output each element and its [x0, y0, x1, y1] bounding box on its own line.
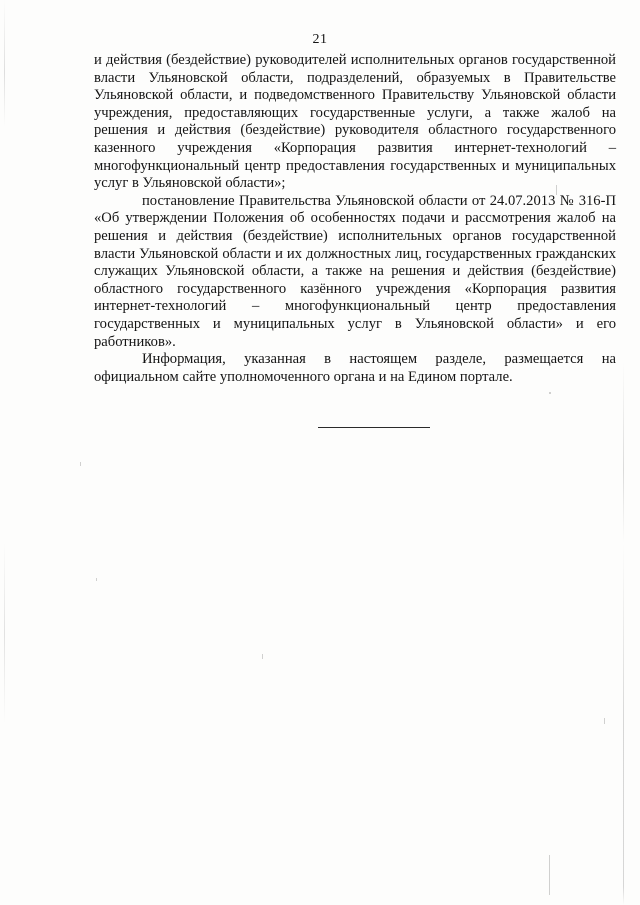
scan-edge-left	[4, 0, 5, 905]
scan-speck	[604, 718, 605, 724]
paragraph-complaints-scope: и действия (бездействие) руководителей исполнительных органов государственной власти Ульяновской области, подразделений, образуемых в Правительстве Ульяновской области, и подведомственного Правительству Ульяновской области учреждения, предоставляющих государственные услуги, а также жалоб на решения и действия (бездействие) руководителя областного государственного казенного учреждения «Корпорация развития интернет-технологий – многофункциональный центр предоставления государственных и муниципальных услуг в Ульяновской области»;	[94, 52, 616, 192]
paragraph-information-placement: Информация, указанная в настоящем разделе, размещается на официальном сайте уполномоченного органа и на Едином портале.	[94, 351, 616, 385]
scan-speck	[80, 462, 81, 466]
end-of-section-rule	[318, 427, 430, 428]
paragraph-resolution-reference: постановление Правительства Ульяновской области от 24.07.2013 № 316-П «Об утверждении Положения об особенностях подачи и рассмотрения жалоб на решения и действия (бездействие) исполнительных органов государственной власти Ульяновской области и их должностных лиц, государственных гражданских служащих Ульяновской области, а также на решения и действия (бездействие) областного государственного казённого учреждения «Корпорация развития интернет-технологий – многофункциональный центр предоставления государственных и муниципальных услуг в Ульяновской области» и его работников».	[94, 192, 616, 350]
scan-speck	[556, 185, 557, 195]
scan-speck	[262, 654, 263, 659]
scan-speck	[549, 855, 550, 895]
document-body	[94, 52, 616, 386]
scan-speck	[549, 392, 551, 394]
scan-edge-right	[623, 0, 624, 905]
page-number: 21	[312, 32, 328, 47]
scan-speck	[96, 578, 97, 581]
